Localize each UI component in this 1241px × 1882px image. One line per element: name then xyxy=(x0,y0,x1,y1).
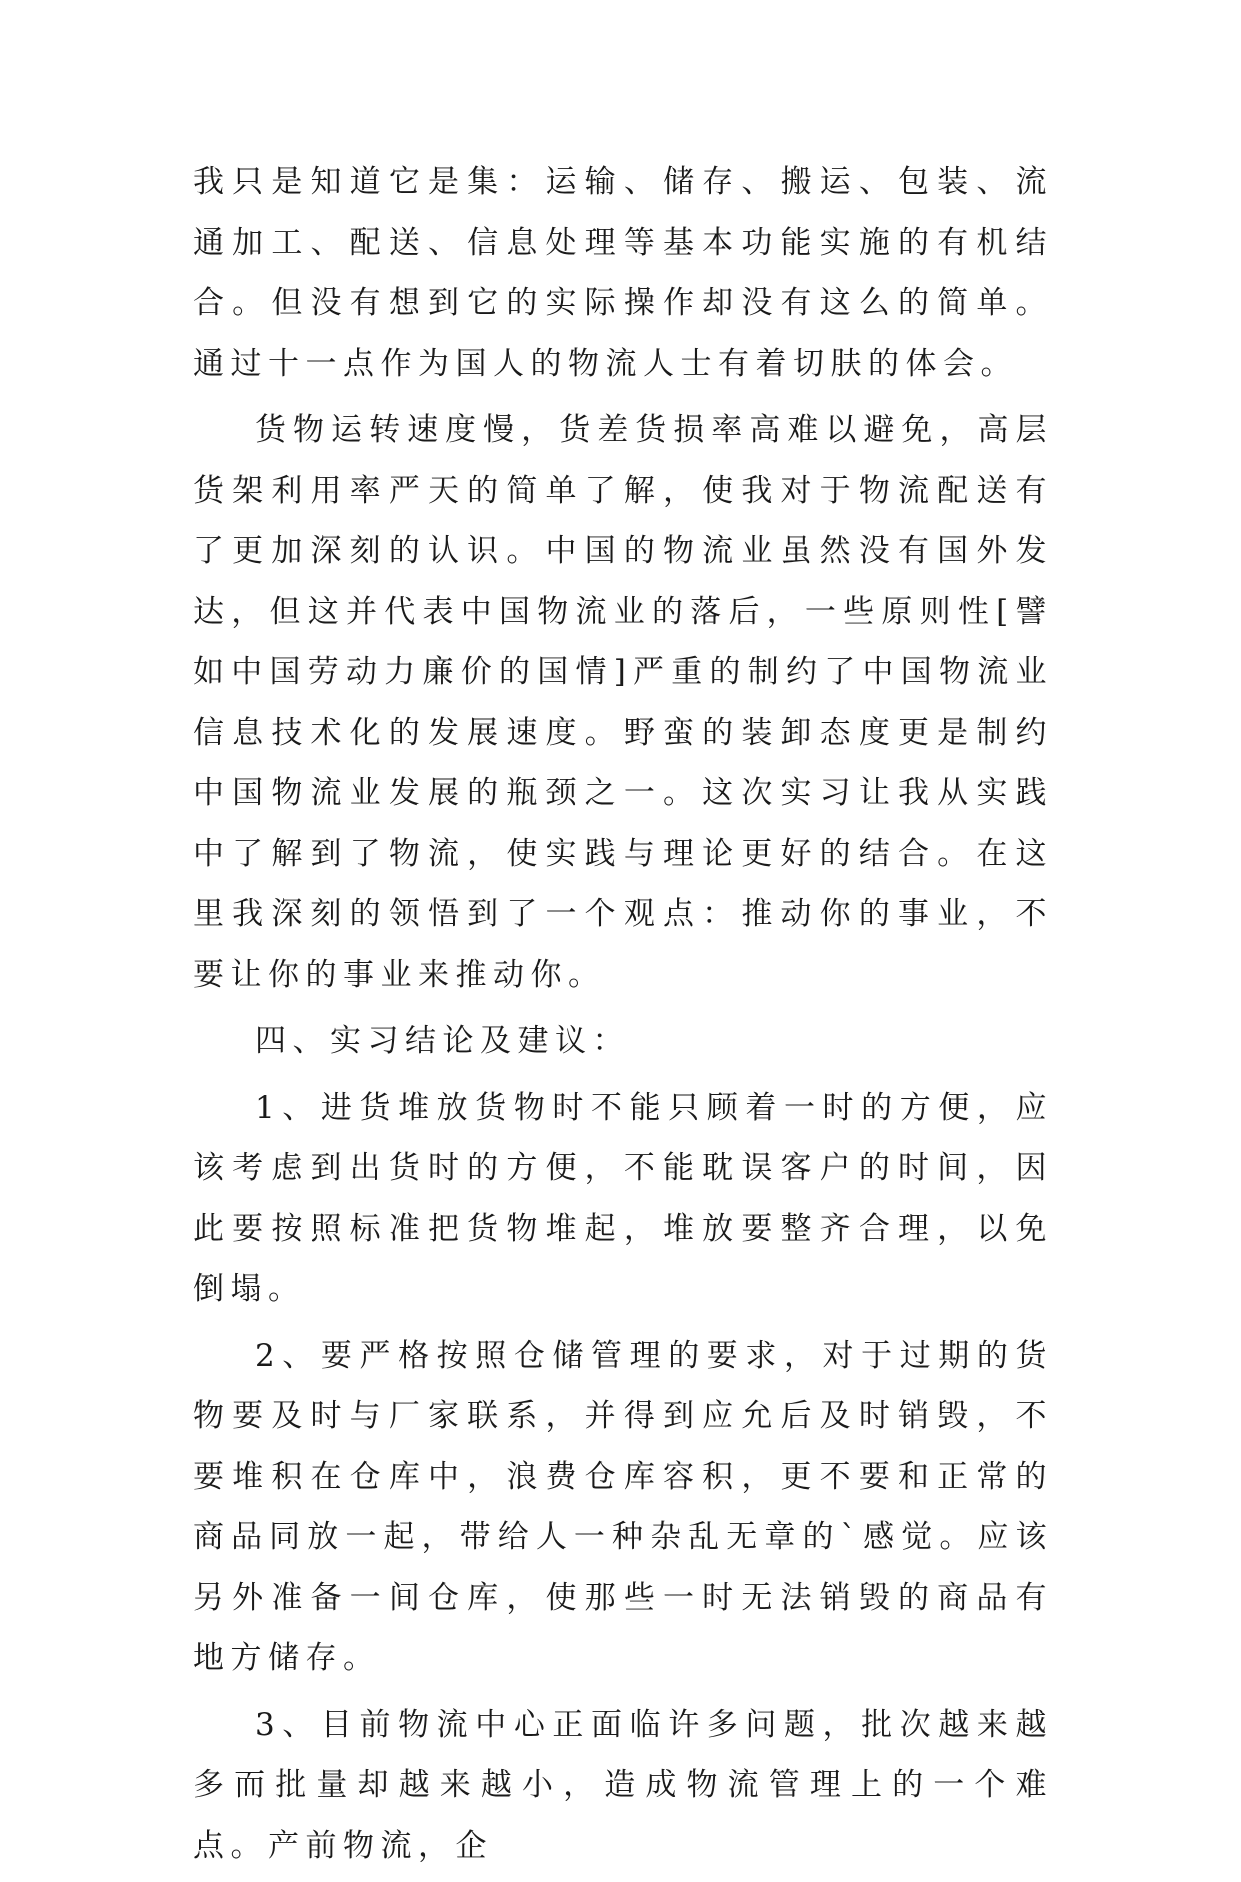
suggestion-item-1: 1、进货堆放货物时不能只顾着一时的方便，应该考虑到出货时的方便，不能耽误客户的时间，因此要按照标准把货物堆起，堆放要整齐合理，以免倒塌。 xyxy=(193,1089,1053,1307)
suggestion-item-2: 2、要严格按照仓储管理的要求，对于过期的货物要及时与厂家联系，并得到应允后及时销毁，不要堆积在仓库中，浪费仓库容积，更不要和正常的商品同放一起，带给人一种杂乱无章的`感觉。应该另外准备一间仓库，使那些一时无法销毁的商品有地方储存。 xyxy=(193,1337,1053,1676)
suggestion-item-3: 3、目前物流中心正面临许多问题，批次越来越多而批量却越来越小，造成物流管理上的一个难点。产前物流，企 xyxy=(193,1706,1053,1864)
section-heading-conclusions: 四、实习结论及建议： xyxy=(255,1023,630,1059)
document-body xyxy=(193,152,1053,1882)
paragraph-intro: 我只是知道它是集：运输、储存、搬运、包装、流通加工、配送、信息处理等基本功能实施的有机结合。但没有想到它的实际操作却没有这么的简单。通过十一点作为国人的物流人士有着切肤的体会。 xyxy=(193,164,1053,382)
paragraph-experience: 货物运转速度慢，货差货损率高难以避免，高层货架利用率严天的简单了解，使我对于物流配送有了更加深刻的认识。中国的物流业虽然没有国外发达，但这并代表中国物流业的落后，一些原则性[譬如中国劳动力廉价的国情]严重的制约了中国物流业信息技术化的发展速度。野蛮的装卸态度更是制约中国物流业发展的瓶颈之一。这次实习让我从实践中了解到了物流，使实践与理论更好的结合。在这里我深刻的领悟到了一个观点：推动你的事业，不要让你的事业来推动你。 xyxy=(193,412,1053,993)
